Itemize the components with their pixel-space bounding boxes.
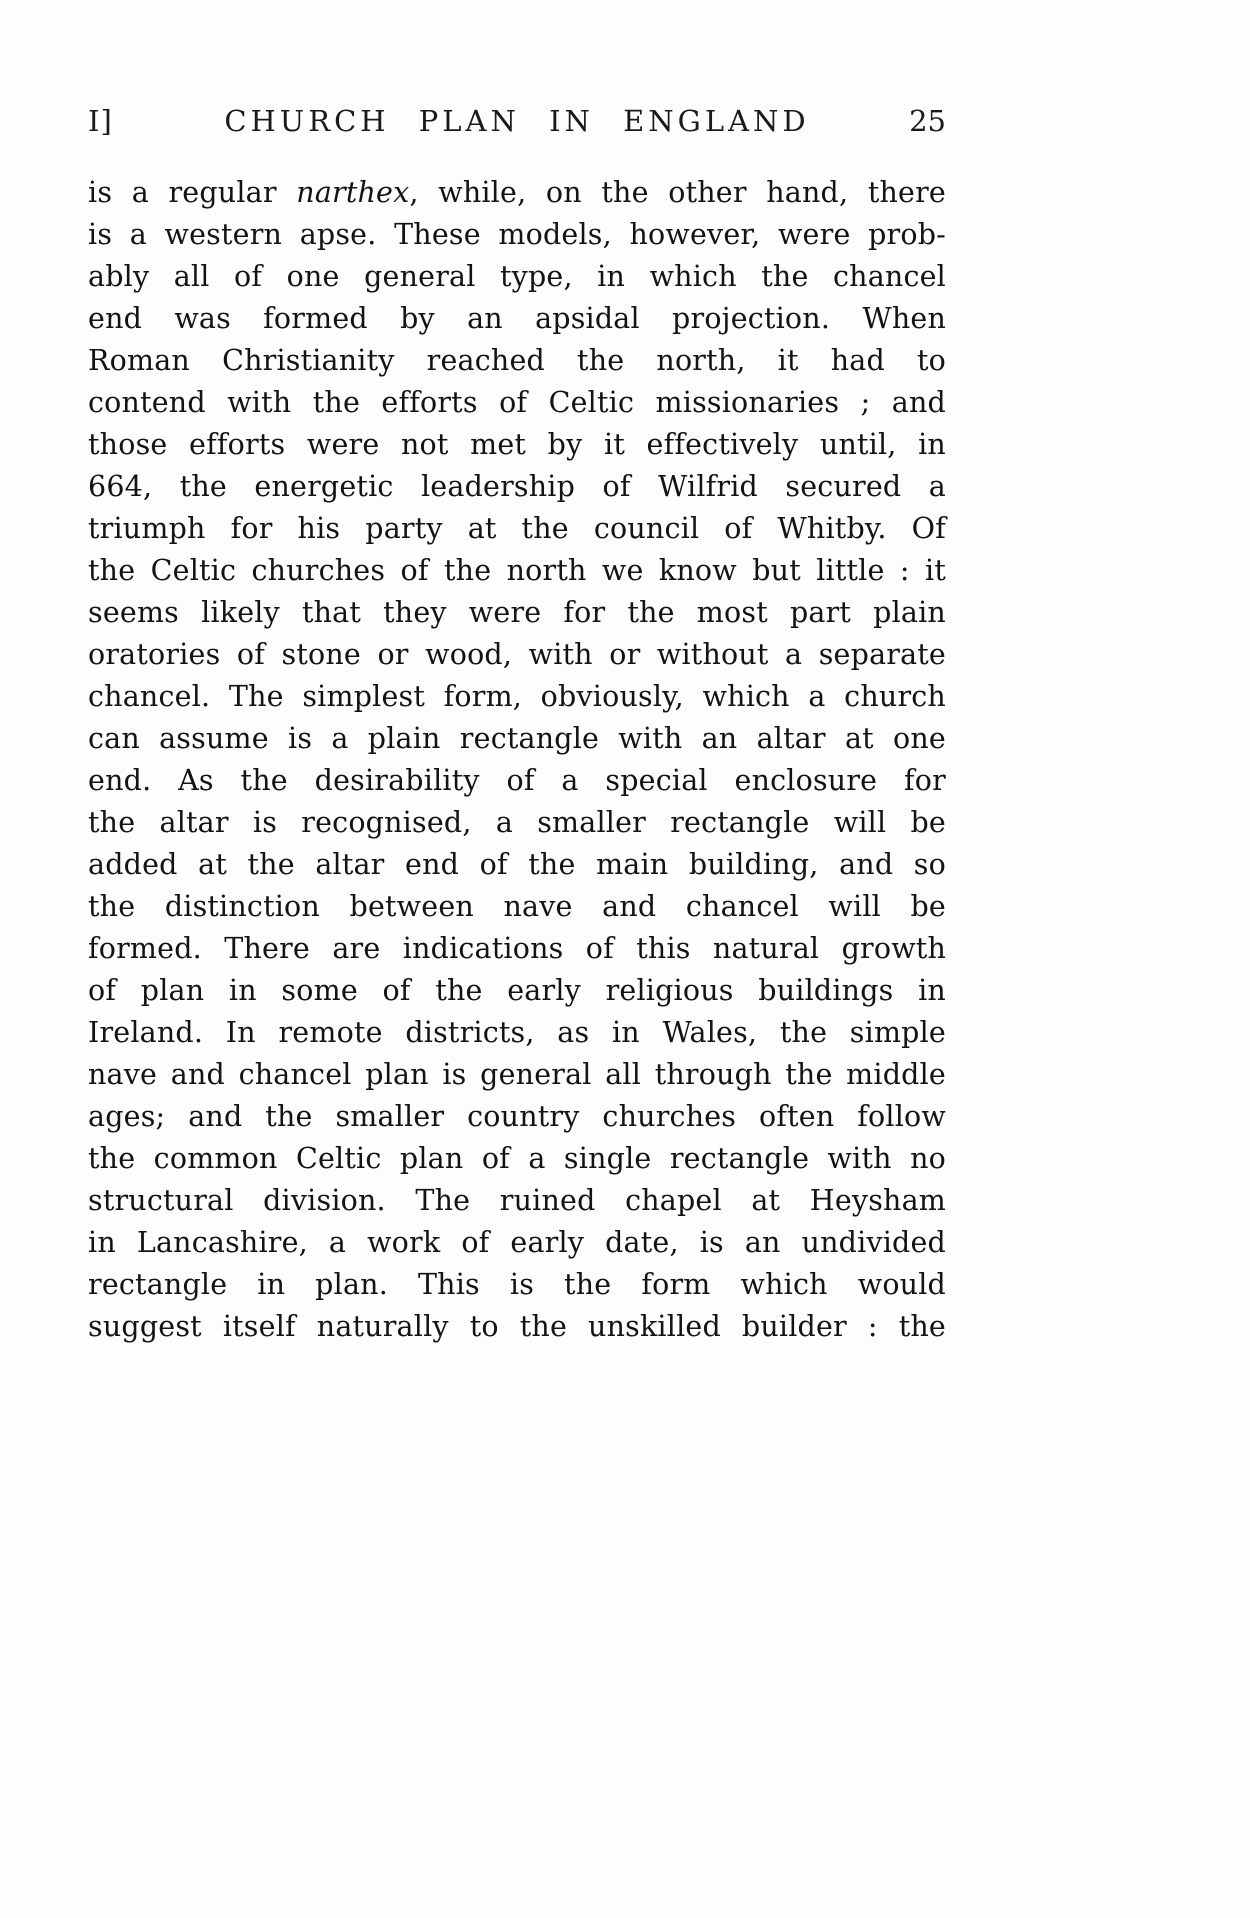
text-line: [88, 172, 946, 214]
text-segment: 664, the energetic leadership of Wilfrid secured a: [88, 470, 946, 503]
text-line: [88, 802, 946, 844]
text-line: [88, 1096, 946, 1138]
page-number: 25: [909, 104, 946, 138]
text-segment: end. As the desirability of a special enclosure for: [88, 764, 946, 797]
text-line: [88, 592, 946, 634]
text-line: [88, 1138, 946, 1180]
text-line: [88, 970, 946, 1012]
text-line: [88, 718, 946, 760]
text-line: [88, 256, 946, 298]
text-segment: the distinction between nave and chancel will be: [88, 890, 946, 923]
text-segment: rectangle in plan. This is the form which would: [88, 1268, 946, 1301]
text-segment: formed. There are indications of this natural growth: [88, 932, 946, 965]
running-header: [88, 104, 946, 138]
text-segment: structural division. The ruined chapel at Heysham: [88, 1184, 946, 1217]
text-line: [88, 676, 946, 718]
text-segment: oratories of stone or wood, with or without a separate: [88, 638, 946, 671]
text-segment: the common Celtic plan of a single rectangle with no: [88, 1142, 946, 1175]
text-line: [88, 634, 946, 676]
text-segment: Roman Christianity reached the north, it had to: [88, 344, 946, 377]
text-line: [88, 886, 946, 928]
text-line: [88, 466, 946, 508]
text-segment: in Lancashire, a work of early date, is an undivided: [88, 1226, 946, 1259]
text-segment: , while, on the other hand, there: [409, 176, 946, 209]
text-line: [88, 1054, 946, 1096]
text-segment: of plan in some of the early religious buildings in: [88, 974, 946, 1007]
text-line: [88, 550, 946, 592]
text-segment: chancel. The simplest form, obviously, which a church: [88, 680, 946, 713]
text-segment: ably all of one general type, in which the chancel: [88, 260, 946, 293]
text-segment: those efforts were not met by it effectively until, in: [88, 428, 946, 461]
text-line: [88, 340, 946, 382]
text-segment: suggest itself naturally to the unskilled builder : the: [88, 1310, 946, 1343]
text-segment: added at the altar end of the main building, and so: [88, 848, 946, 881]
text-line: [88, 382, 946, 424]
text-segment: can assume is a plain rectangle with an altar at one: [88, 722, 946, 755]
text-line: [88, 1222, 946, 1264]
chapter-signature: I]: [88, 104, 113, 138]
text-segment: is a western apse. These models, however, were prob-: [88, 218, 946, 251]
text-line: [88, 214, 946, 256]
text-segment: contend with the efforts of Celtic missionaries ; and: [88, 386, 946, 419]
text-line: [88, 1264, 946, 1306]
text-line: [88, 508, 946, 550]
text-block: [88, 104, 946, 1348]
text-segment: seems likely that they were for the most part plain: [88, 596, 946, 629]
text-line: [88, 760, 946, 802]
text-line: [88, 424, 946, 466]
text-line: [88, 928, 946, 970]
text-line: [88, 1180, 946, 1222]
text-segment: ages; and the smaller country churches often follow: [88, 1100, 946, 1133]
text-segment: nave and chancel plan is general all through the middle: [88, 1058, 946, 1091]
text-segment: narthex: [296, 176, 410, 209]
running-title: CHURCH PLAN IN ENGLAND: [224, 104, 810, 138]
text-line: [88, 844, 946, 886]
text-line: [88, 298, 946, 340]
text-segment: the Celtic churches of the north we know but little : it: [88, 554, 946, 587]
text-segment: end was formed by an apsidal projection. When: [88, 302, 946, 335]
text-segment: Ireland. In remote districts, as in Wales, the simple: [88, 1016, 946, 1049]
text-line: [88, 1012, 946, 1054]
text-segment: is a regular: [88, 176, 297, 209]
body-text: [88, 172, 946, 1348]
text-segment: triumph for his party at the council of Whitby. Of: [88, 512, 946, 545]
text-segment: the altar is recognised, a smaller rectangle will be: [88, 806, 946, 839]
text-line: [88, 1306, 946, 1348]
